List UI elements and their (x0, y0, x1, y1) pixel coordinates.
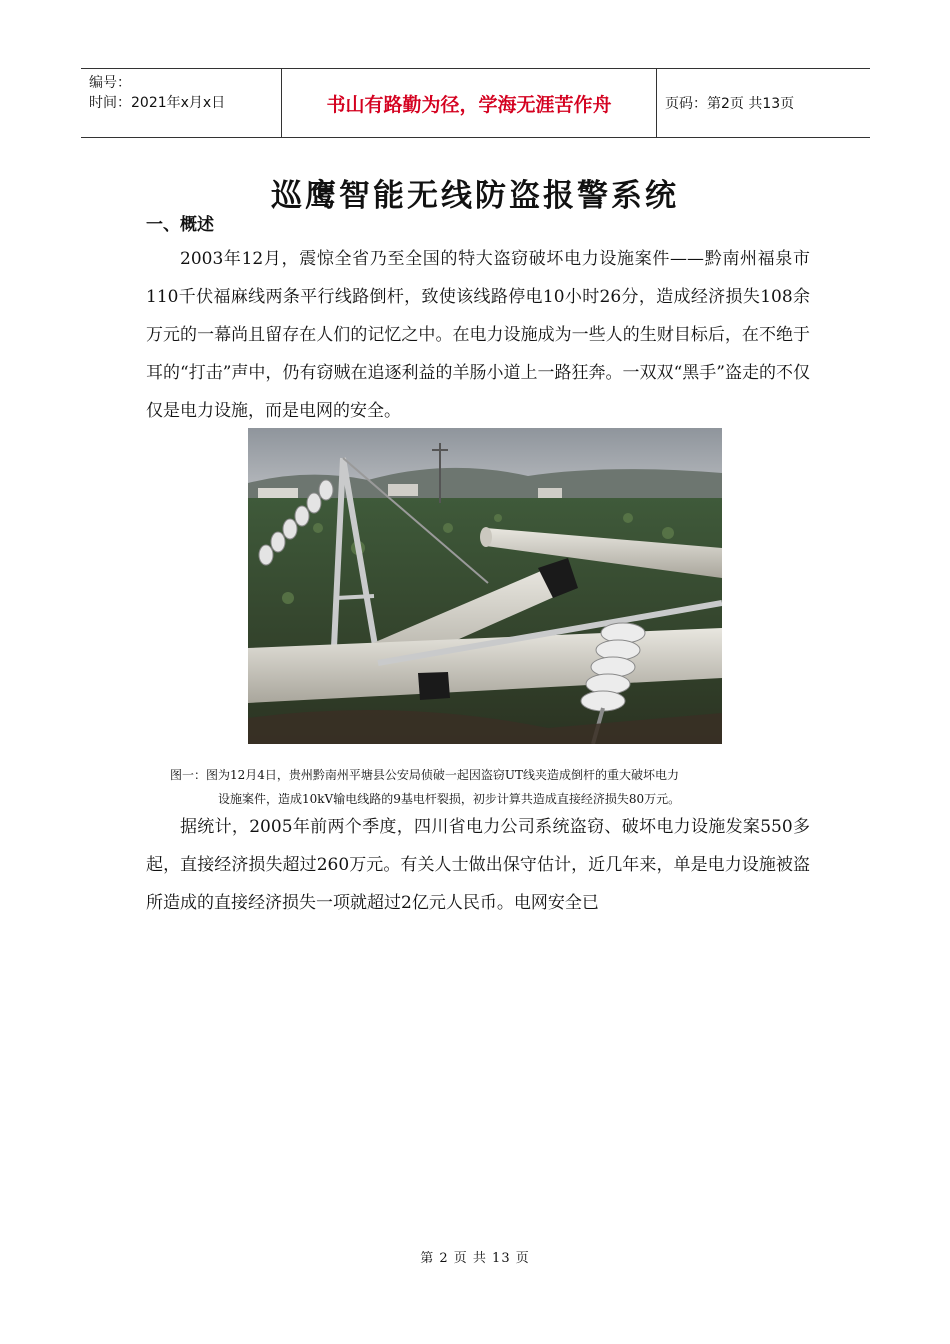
document-title: 巡鹰智能无线防盗报警系统 (271, 178, 679, 214)
header-page-info: 页码：第2页 共13页 (665, 96, 795, 112)
header-motto: 书山有路勤为径，学海无涯苦作舟 (282, 69, 657, 137)
fallen-pole-photo (248, 428, 722, 744)
section-heading: 一、概述 (146, 215, 214, 235)
figure-caption (170, 763, 810, 811)
document-date: 时间：2021年x月x日 (89, 95, 226, 111)
header-meta (81, 69, 282, 137)
document-number-label: 编号： (89, 75, 131, 91)
page-header (81, 68, 870, 138)
caption-line-1: 图一：图为12月4日，贵州黔南州平塘县公安局侦破一起因盗窃UT线夹造成倒杆的重大破坏电力 (170, 768, 680, 782)
paragraph-statistics: 据统计，2005年前两个季度，四川省电力公司系统盗窃、破坏电力设施发案550多起，直接经济损失超过260万元。有关人士做出保守估计，近几年来，单是电力设施被盗所造成的直接经济损失一项就超过2亿元人民币。电网安全已 (146, 817, 810, 913)
paragraph-intro: 2003年12月，震惊全省乃至全国的特大盗窃破坏电力设施案件——黔南州福泉市110千伏福麻线两条平行线路倒杆，致使该线路停电10小时26分，造成经济损失108余万元的一幕尚且留存在人们的记忆之中。在电力设施成为一些人的生财目标后，在不绝于耳的“打击”声中，仍有窃贼在追逐利益的羊肠小道上一路狂奔。一双双“黑手”盗走的不仅仅是电力设施，而是电网的安全。 (146, 249, 810, 421)
caption-line-2: 设施案件，造成10kV输电线路的9基电杆裂损，初步计算共造成直接经济损失80万元。 (218, 792, 681, 806)
page-footer: 第 2 页 共 13 页 (420, 1251, 530, 1266)
